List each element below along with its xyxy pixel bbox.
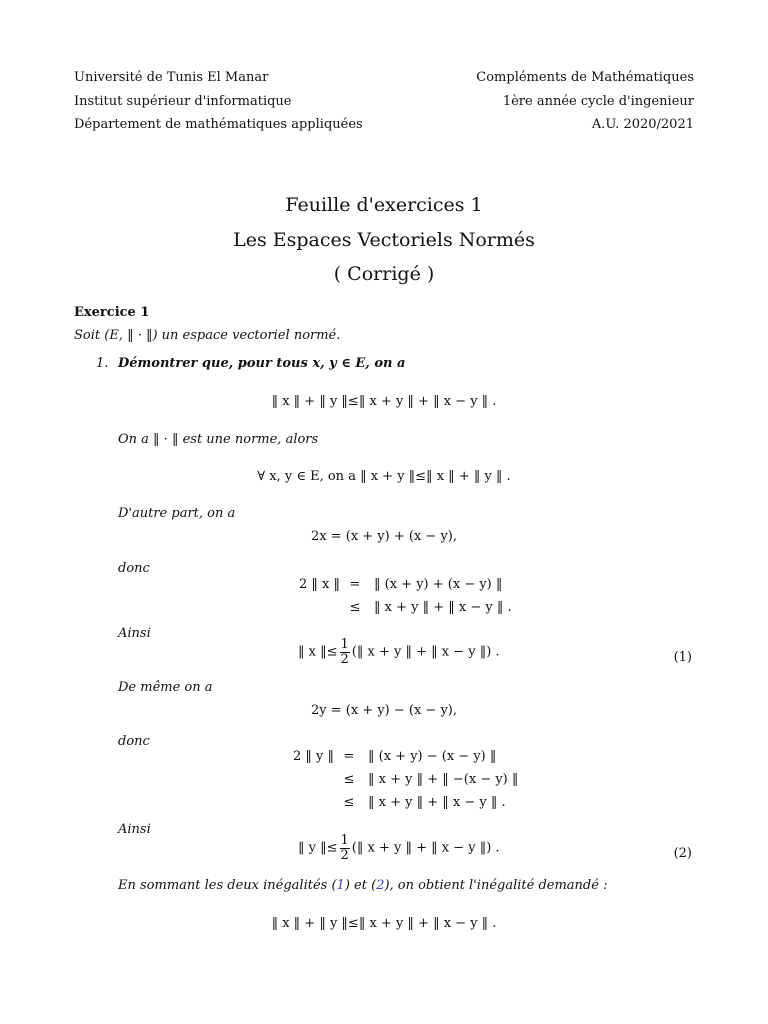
equation-number-1: (1) [673,650,692,665]
eq2-right: (‖ x + y ‖ + ‖ x − y ‖) . [351,840,500,856]
title-line-2: Les Espaces Vectoriels Normés [233,229,535,251]
exercise-heading: Exercice 1 [74,305,150,320]
eq-2x-lhs: 2 ‖ x ‖ [299,577,340,592]
text-ainsi-1: Ainsi [118,626,151,641]
text-donc-1: donc [118,561,150,576]
eq-2y-rel-3: ≤ [343,795,355,810]
fraction-one-half [340,638,350,666]
frac-num: 1 [340,637,349,652]
header-university: Université de Tunis El Manar [74,70,269,85]
eq-2y-rel-1: = [343,749,355,764]
text-summing-b: ) et ( [344,878,377,893]
text-summing [118,878,607,893]
equation-1 [298,638,500,666]
eq-2y-rhs-2: ‖ x + y ‖ + ‖ −(x − y) ‖ [368,772,519,787]
equation-2y: 2y = (x + y) − (x − y), [310,703,457,718]
header-academic-year: A.U. 2020/2021 [591,117,694,132]
ref-eq-2[interactable]: 2 [376,878,385,893]
equation-2x: 2x = (x + y) + (x − y), [310,529,457,544]
text-norm: On a ‖ · ‖ est une norme, alors [118,432,319,447]
eq-2y-rhs-1: ‖ (x + y) − (x − y) ‖ [368,749,497,764]
eq-2x-rhs-1: ‖ (x + y) + (x − y) ‖ [374,577,503,592]
ref-eq-1[interactable]: 1 [336,878,345,893]
eq1-left: ‖ x ‖≤ [298,644,338,660]
text-ainsi-2: Ainsi [118,822,151,837]
equation-goal: ‖ x ‖ + ‖ y ‖≤‖ x + y ‖ + ‖ x − y ‖ . [271,394,497,409]
equation-number-2: (2) [673,846,692,861]
header-year: 1ère année cycle d'ingenieur [502,94,694,109]
header-course: Compléments de Mathématiques [476,70,694,85]
eq-2x-rhs-2: ‖ x + y ‖ + ‖ x − y ‖ . [374,600,512,615]
exercise-intro: Soit (E, ‖ · ‖) un espace vectoriel normé. [74,328,341,343]
header-institute: Institut supérieur d'informatique [74,94,292,109]
question-text: Démontrer que, pour tous x, y ∈ E, on a [118,356,406,371]
frac-den: 2 [340,651,349,667]
eq-2y-rhs-3: ‖ x + y ‖ + ‖ x − y ‖ . [368,795,506,810]
frac-den-2: 2 [340,847,349,863]
text-summing-c: ), on obtient l'inégalité demandé : [384,878,608,893]
equation-final: ‖ x ‖ + ‖ y ‖≤‖ x + y ‖ + ‖ x − y ‖ . [271,916,497,931]
eq2-left: ‖ y ‖≤ [298,840,338,856]
eq-2y-rel-2: ≤ [343,772,355,787]
text-de-meme: De même on a [118,680,213,695]
text-donc-2: donc [118,734,150,749]
text-dautre-part: D'autre part, on a [118,506,236,521]
frac-num-2: 1 [340,833,349,848]
eq-2x-rel-1: = [349,577,361,592]
equation-triangle: ∀ x, y ∈ E, on a ‖ x + y ‖≤‖ x ‖ + ‖ y ‖ . [257,469,511,484]
text-summing-a: En sommant les deux inégalités ( [118,878,337,893]
eq-2y-lhs: 2 ‖ y ‖ [292,749,334,764]
title-line-3: ( Corrigé ) [333,263,435,285]
fraction-one-half-2 [340,834,350,862]
equation-2 [298,834,500,862]
title-line-1: Feuille d'exercices 1 [285,194,483,216]
eq1-right: (‖ x + y ‖ + ‖ x − y ‖) . [351,644,500,660]
header-department: Département de mathématiques appliquées [74,117,363,132]
question-number: 1. [96,356,109,371]
eq-2x-rel-2: ≤ [349,600,361,615]
